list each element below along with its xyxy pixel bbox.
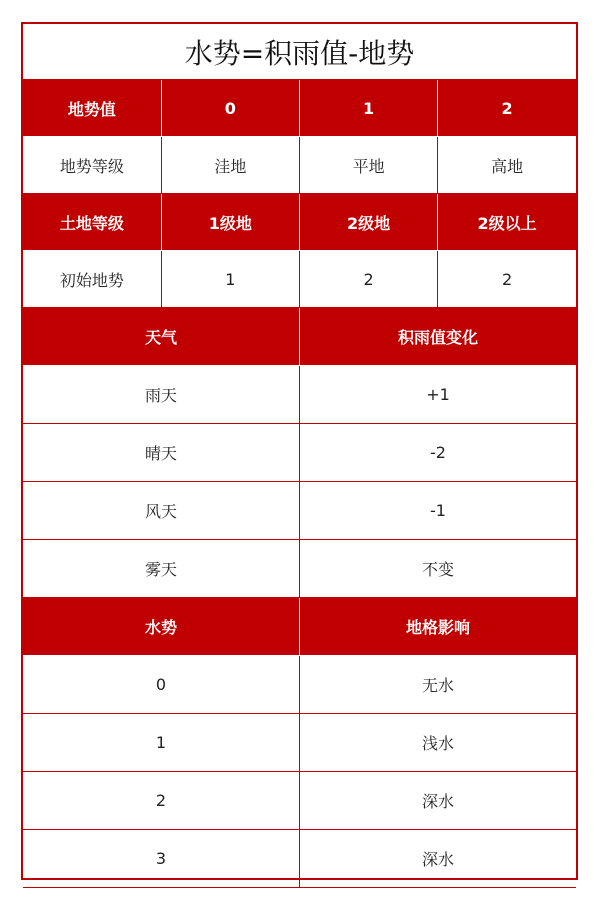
- table-cell: 平地: [300, 137, 438, 194]
- table-row: [23, 251, 576, 308]
- table-row: [23, 830, 576, 888]
- table-cell: 晴天: [23, 424, 300, 482]
- table-cell: 初始地势: [23, 251, 161, 308]
- table-cell: 2级地: [300, 194, 438, 251]
- table-cell: 地势值: [23, 80, 161, 137]
- table-row: [23, 714, 576, 772]
- table-cell: 水势: [23, 598, 300, 656]
- table-cell: 2: [438, 80, 576, 137]
- table-cell: 积雨值变化: [300, 308, 577, 366]
- page-title: 水势=积雨值-地势: [23, 24, 576, 80]
- table-cell: 2: [438, 251, 576, 308]
- table-cell: 1: [23, 714, 300, 772]
- table-cell: 无水: [300, 656, 577, 714]
- table-cell: +1: [300, 366, 577, 424]
- table-cell: 洼地: [161, 137, 299, 194]
- table-cell: 2级以上: [438, 194, 576, 251]
- table-cell: 地格影响: [300, 598, 577, 656]
- table-cell: 0: [23, 656, 300, 714]
- table-cell: 不变: [300, 540, 577, 598]
- table-cell: 0: [161, 80, 299, 137]
- table-cell: 1级地: [161, 194, 299, 251]
- table-cell: 土地等级: [23, 194, 161, 251]
- table-cell: 雨天: [23, 366, 300, 424]
- table-cell: -2: [300, 424, 577, 482]
- table-row: [23, 424, 576, 482]
- table-cell: 天气: [23, 308, 300, 366]
- land-grade-header-row: [23, 194, 576, 251]
- table-cell: 2: [23, 772, 300, 830]
- table-cell: 2: [300, 251, 438, 308]
- terrain-table: [23, 80, 576, 308]
- table-cell: 深水: [300, 830, 577, 888]
- table-cell: 3: [23, 830, 300, 888]
- water-header-row: [23, 598, 576, 656]
- table-cell: 深水: [300, 772, 577, 830]
- table-cell: -1: [300, 482, 577, 540]
- table-row: [23, 772, 576, 830]
- table-row: [23, 540, 576, 598]
- weather-header-row: [23, 308, 576, 366]
- table-cell: 浅水: [300, 714, 577, 772]
- terrain-value-header-row: [23, 80, 576, 137]
- info-table-card: [21, 22, 578, 880]
- water-table: [23, 598, 576, 888]
- table-cell: 高地: [438, 137, 576, 194]
- table-row: [23, 137, 576, 194]
- table-row: [23, 482, 576, 540]
- table-cell: 1: [300, 80, 438, 137]
- weather-table: [23, 308, 576, 598]
- table-cell: 地势等级: [23, 137, 161, 194]
- table-row: [23, 366, 576, 424]
- table-cell: 雾天: [23, 540, 300, 598]
- table-row: [23, 656, 576, 714]
- table-cell: 1: [161, 251, 299, 308]
- table-cell: 风天: [23, 482, 300, 540]
